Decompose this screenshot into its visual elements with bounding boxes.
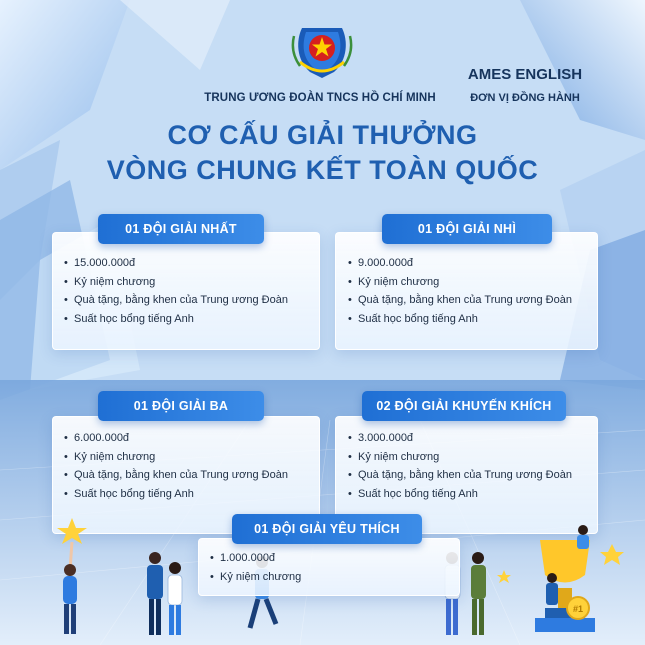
- prize-label-encouragement: 02 ĐỘI GIẢI KHUYẾN KHÍCH: [362, 391, 566, 421]
- list-item: • Kỷ niệm chương: [64, 273, 288, 292]
- list-item: • Suất học bổng tiếng Anh: [348, 310, 572, 329]
- prize-label-third: 01 ĐỘI GIẢI BA: [98, 391, 264, 421]
- prize-list-second: [348, 254, 572, 328]
- page-title-line2: VÒNG CHUNG KẾT TOÀN QUỐC: [106, 155, 539, 185]
- partner-name: AMES ENGLISH: [467, 66, 583, 83]
- list-item: • Kỷ niệm chương: [64, 448, 288, 467]
- prize-list-third: [64, 429, 288, 503]
- svg-text:#1: #1: [572, 604, 584, 614]
- list-item: • 1.000.000đ: [210, 549, 301, 568]
- list-item: • Suất học bổng tiếng Anh: [64, 485, 288, 504]
- list-item: • Quà tặng, bằng khen của Trung ương Đoàn: [348, 291, 572, 310]
- list-item: • Kỷ niệm chương: [348, 273, 572, 292]
- partner-role: ĐƠN VỊ ĐỒNG HÀNH: [470, 92, 580, 104]
- prize-list-encouragement: [348, 429, 572, 503]
- list-item: • 9.000.000đ: [348, 254, 572, 273]
- list-item: • 3.000.000đ: [348, 429, 572, 448]
- list-item: • 6.000.000đ: [64, 429, 288, 448]
- list-item: • Kỷ niệm chương: [348, 448, 572, 467]
- list-item: • Quà tặng, bằng khen của Trung ương Đoàn: [64, 291, 288, 310]
- prize-label-second: 01 ĐỘI GIẢI NHÌ: [382, 214, 552, 244]
- youth-union-emblem-icon: [290, 22, 354, 82]
- list-item: • Quà tặng, bằng khen của Trung ương Đoàn: [348, 466, 572, 485]
- prize-label-first: 01 ĐỘI GIẢI NHẤT: [98, 214, 264, 244]
- list-item: • Suất học bổng tiếng Anh: [64, 310, 288, 329]
- header: [0, 14, 645, 104]
- list-item: • 15.000.000đ: [64, 254, 288, 273]
- page-title-line1: CƠ CẤU GIẢI THƯỞNG: [167, 120, 478, 150]
- trophy-icon: [535, 540, 595, 632]
- prize-label-favorite: 01 ĐỘI GIẢI YÊU THÍCH: [232, 514, 422, 544]
- organization-name: TRUNG ƯƠNG ĐOÀN TNCS HỒ CHÍ MINH: [204, 92, 436, 104]
- list-item: • Suất học bổng tiếng Anh: [348, 485, 572, 504]
- star-icon: [57, 518, 87, 544]
- prize-list-favorite: [210, 549, 301, 586]
- list-item: • Kỷ niệm chương: [210, 568, 301, 587]
- list-item: • Quà tặng, bằng khen của Trung ương Đoàn: [64, 466, 288, 485]
- prize-list-first: [64, 254, 288, 328]
